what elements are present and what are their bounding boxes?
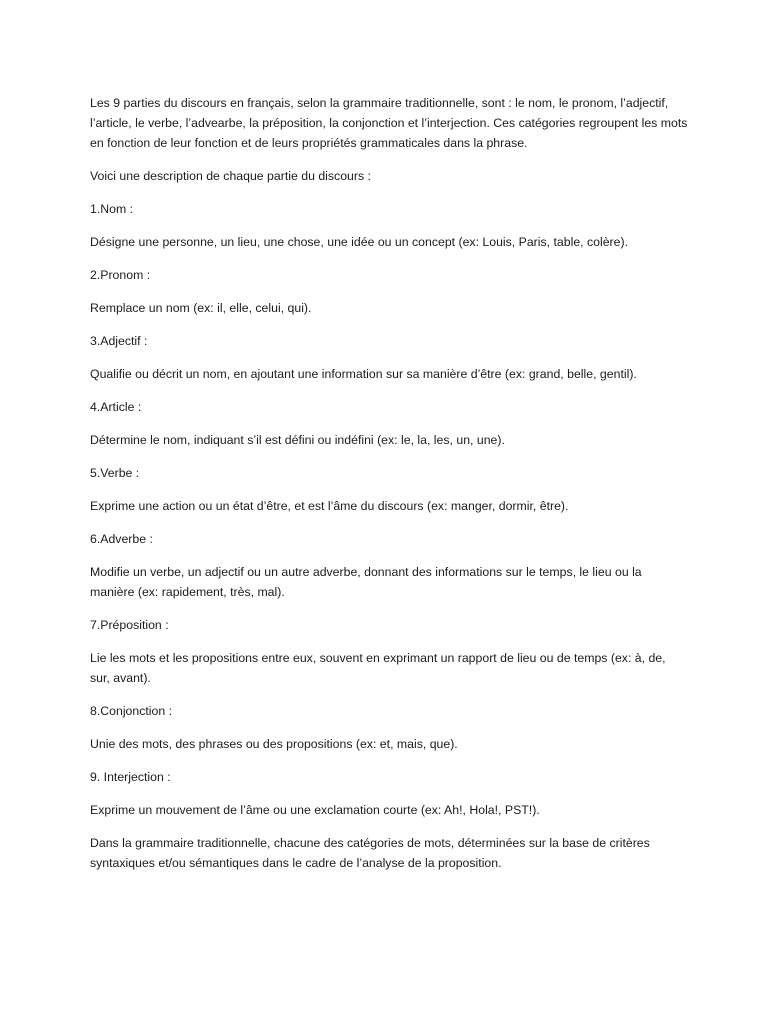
section-heading-conjonction: 8.Conjonction : (90, 704, 173, 718)
section-heading-verbe: 5.Verbe : (90, 466, 140, 480)
section-heading-article: 4.Article : (90, 400, 142, 414)
section-heading-preposition: 7.Préposition : (90, 618, 169, 632)
section-text-preposition: Lie les mots et les propositions entre eux, souvent en exprimant un rapport de lieu ou de temps (ex: à, de, sur, avant). (90, 651, 666, 685)
section-text-adjectif: Qualifie ou décrit un nom, en ajoutant une information sur sa manière d’être (ex: grand, belle, gentil). (90, 367, 637, 381)
section-text-article: Détermine le nom, indiquant s’il est défini ou indéfini (ex: le, la, les, un, une). (90, 433, 505, 447)
section-text-verbe: Exprime une action ou un état d’être, et est l’âme du discours (ex: manger, dormir, être). (90, 499, 569, 513)
section-text-conjonction: Unie des mots, des phrases ou des propositions (ex: et, mais, que). (90, 737, 458, 751)
section-text-pronom: Remplace un nom (ex: il, elle, celui, qui). (90, 301, 312, 315)
section-heading-pronom: 2.Pronom : (90, 268, 151, 282)
section-heading-adverbe: 6.Adverbe : (90, 532, 153, 546)
lead-paragraph: Voici une description de chaque partie du discours : (90, 169, 371, 183)
section-heading-nom: 1.Nom : (90, 202, 134, 216)
conclusion-paragraph: Dans la grammaire traditionnelle, chacune des catégories de mots, déterminées sur la base de critères syntaxiques et/ou sémantiques dans le cadre de l’analyse de la proposition. (90, 836, 650, 870)
section-heading-interjection: 9. Interjection : (90, 770, 171, 784)
section-heading-adjectif: 3.Adjectif : (90, 334, 148, 348)
intro-paragraph: Les 9 parties du discours en français, selon la grammaire traditionnelle, sont : le nom, le pronom, l’adjectif, l’article, le verbe, l’advearbe, la préposition, la conjonction et l’interjection. Ces catégories regroupent les mots en fonction de leur fonction et de leurs propriétés grammaticales dans la phrase. (90, 96, 688, 150)
section-text-nom: Désigne une personne, un lieu, une chose, une idée ou un concept (ex: Louis, Paris, table, colère). (90, 235, 628, 249)
section-text-adverbe: Modifie un verbe, un adjectif ou un autre adverbe, donnant des informations sur le temps, le lieu ou la manière (ex: rapidement, très, mal). (90, 565, 642, 599)
section-text-interjection: Exprime un mouvement de l’âme ou une exclamation courte (ex: Ah!, Hola!, PST!). (90, 803, 540, 817)
